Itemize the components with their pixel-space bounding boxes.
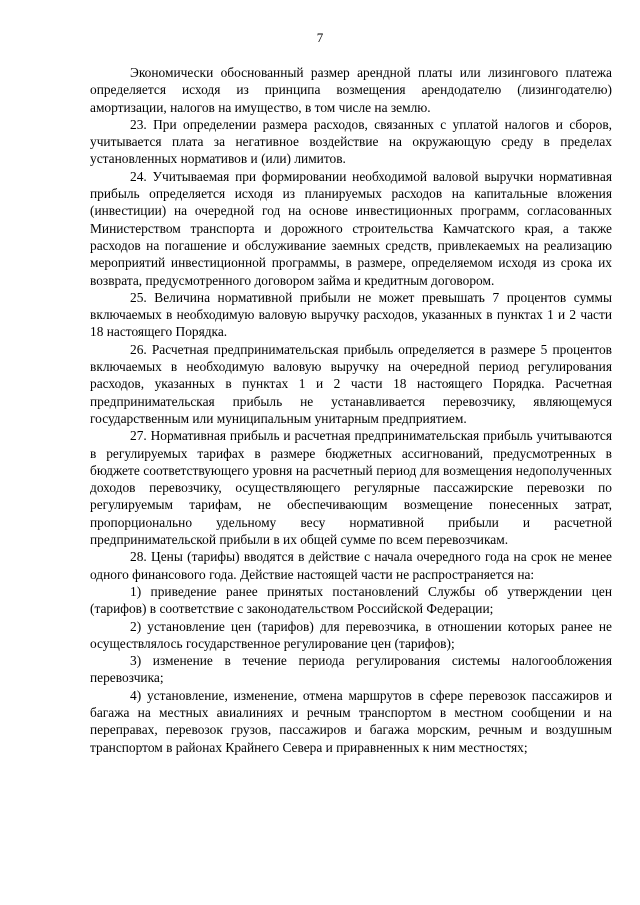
page-number: 7 [316,30,324,45]
list-item-4: 4) установление, изменение, отмена маршрутов в сфере перевозок пассажиров и багажа на местных авиалиниях и речным транспортом в местном сообщении и на переправах, перевозок грузов, пассажиров и багажа морским, речным и воздушным транспортом в районах Крайнего Севера и приравненных к ним местностях; [90,687,612,755]
paragraph-26: 26. Расчетная предпринимательская прибыль определяется в размере 5 процентов включаемых в необходимую валовую выручку на очередной период регулирования расходов, указанных в пунктах 1 и 2 части 18 настоящего Порядка. Расчетная предпринимательская прибыль не устанавливается перевозчику, являющемуся государственным или муниципальным унитарным предприятием. [90,341,612,426]
paragraph-25: 25. Величина нормативной прибыли не может превышать 7 процентов суммы включаемых в необходимую валовую выручку расходов, указанных в пунктах 1 и 2 части 18 настоящего Порядка. [90,289,612,340]
paragraph-lease-payment: Экономически обоснованный размер арендной платы или лизингового платежа определяется исходя из принципа возмещения арендодателю (лизингодателю) амортизации, налогов на имущество, в том числе на землю. [90,65,612,115]
document-body [90,64,612,756]
paragraph-28: 28. Цены (тарифы) вводятся в действие с начала очередного года на срок не менее одного финансового года. Действие настоящей части не распространяется на: [90,549,612,582]
list-item-2: 2) установление цен (тарифов) для перевозчика, в отношении которых ранее не осуществлялось государственное регулирование цен (тарифов); [90,618,612,651]
paragraph-24: 24. Учитываемая при формировании необходимой валовой выручки нормативная прибыль определяется исходя из планируемых расходов на капитальные вложения (инвестиции) на очередной год на основе инвестиционных программ, согласованных Министерством транспорта и дорожного строительства Камчатского края, а также расходов на погашение и обслуживание заемных средств, привлекаемых на реализацию мероприятий инвестиционной программы, в размере, определяемом исходя из срока их возврата, предусмотренного договором займа и кредитным договором. [90,168,612,288]
list-item-3: 3) изменение в течение периода регулирования системы налогообложения перевозчика; [90,653,612,686]
paragraph-23: 23. При определении размера расходов, связанных с уплатой налогов и сборов, учитывается плата за негативное воздействие на окружающую среду в пределах установленных нормативов и (или) лимитов. [90,116,612,167]
list-item-1: 1) приведение ранее принятых постановлений Службы об утверждении цен (тарифов) в соответствие с законодательством Российской Федерации; [90,583,612,617]
paragraph-27: 27. Нормативная прибыль и расчетная предпринимательская прибыль учитываются в регулируемых тарифах в размере бюджетных ассигнований, предусмотренных в бюджете соответствующего уровня на расчетный период для возмещения недополученных доходов перевозчику, осуществляющего регулярные пассажирские перевозки по регулируемым тарифам, не обеспечивающим возмещение понесенных затрат, пропорционально удельному весу нормативной прибыли и расчетной предпринимательской прибыли в их общей сумме по всем перевозчикам. [90,428,612,548]
